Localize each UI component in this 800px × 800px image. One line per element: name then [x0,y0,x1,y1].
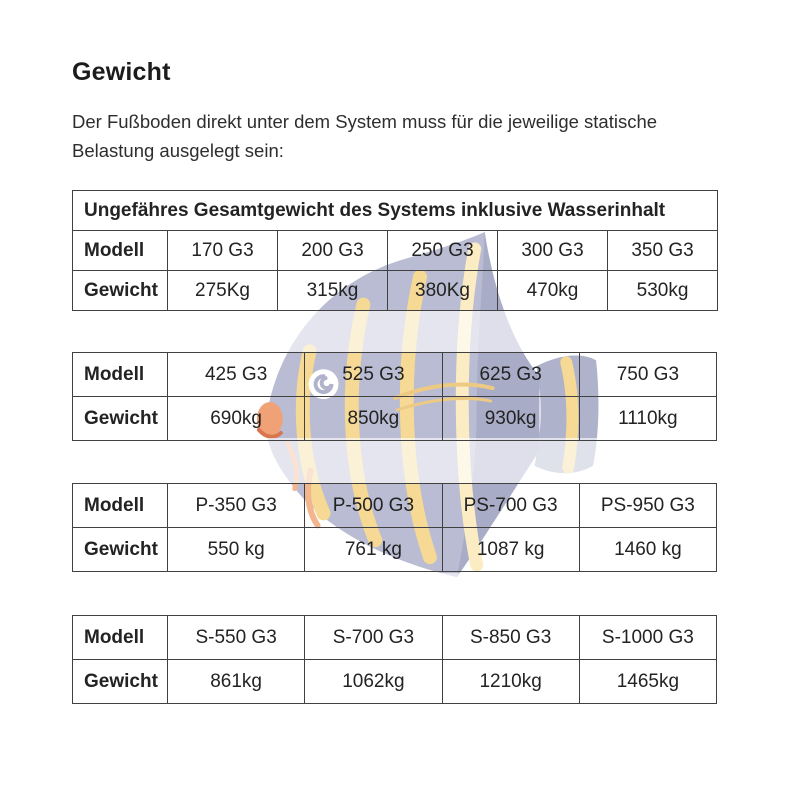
weight-cell: 275Kg [168,271,278,311]
weight-row-label: Gewicht [73,397,168,441]
weight-cell: 1110kg [579,397,716,441]
model-row-label: Modell [73,616,168,660]
model-cell: 250 G3 [388,231,498,271]
weight-cell: 530kg [608,271,718,311]
weight-cell: 1087 kg [442,528,579,572]
model-row-label: Modell [73,353,168,397]
weight-cell: 1062kg [305,660,442,704]
model-cell: S-550 G3 [168,616,305,660]
model-row-label: Modell [73,231,168,271]
model-cell: S-700 G3 [305,616,442,660]
weight-cell: 1460 kg [579,528,716,572]
weight-cell: 380Kg [388,271,498,311]
watermark-fade-strip [0,311,800,352]
table-row [73,660,717,704]
page-title: Gewicht [72,58,171,86]
model-row-label: Modell [73,484,168,528]
weight-cell: 690kg [168,397,305,441]
weight-table-1 [72,190,718,311]
weight-cell: 315kg [278,271,388,311]
weight-cell: 930kg [442,397,579,441]
weight-table-2 [72,352,717,441]
table-1-header: Ungefähres Gesamtgewicht des Systems inklusive Wasserinhalt [73,191,718,231]
model-cell: PS-950 G3 [579,484,716,528]
intro-text [72,107,762,165]
model-cell: 350 G3 [608,231,718,271]
table-row [73,484,717,528]
table-row [73,616,717,660]
model-cell: 200 G3 [278,231,388,271]
model-cell: S-1000 G3 [579,616,716,660]
weight-table-4 [72,615,717,704]
weight-cell: 861kg [168,660,305,704]
weight-cell: 1210kg [442,660,579,704]
model-cell: P-500 G3 [305,484,442,528]
model-cell: S-850 G3 [442,616,579,660]
watermark-fade-strip [0,438,800,483]
model-cell: 170 G3 [168,231,278,271]
model-cell: 750 G3 [579,353,716,397]
model-cell: 625 G3 [442,353,579,397]
weight-row-label: Gewicht [73,660,168,704]
weight-cell: 550 kg [168,528,305,572]
weight-row-label: Gewicht [73,528,168,572]
weight-row-label: Gewicht [73,271,168,311]
weight-table-3 [72,483,717,572]
intro-line-2: Belastung ausgelegt sein: [72,140,284,161]
weight-cell: 850kg [305,397,442,441]
weight-cell: 1465kg [579,660,716,704]
watermark-fade-strip [0,573,800,615]
weight-cell: 470kg [498,271,608,311]
table-row [73,528,717,572]
model-cell: PS-700 G3 [442,484,579,528]
model-cell: 425 G3 [168,353,305,397]
model-cell: 525 G3 [305,353,442,397]
model-cell: P-350 G3 [168,484,305,528]
table-row [73,231,718,271]
table-row [73,397,717,441]
table-row [73,271,718,311]
intro-line-1: Der Fußboden direkt unter dem System muss für die jeweilige statische [72,111,658,132]
model-cell: 300 G3 [498,231,608,271]
weight-cell: 761 kg [305,528,442,572]
table-row [73,353,717,397]
